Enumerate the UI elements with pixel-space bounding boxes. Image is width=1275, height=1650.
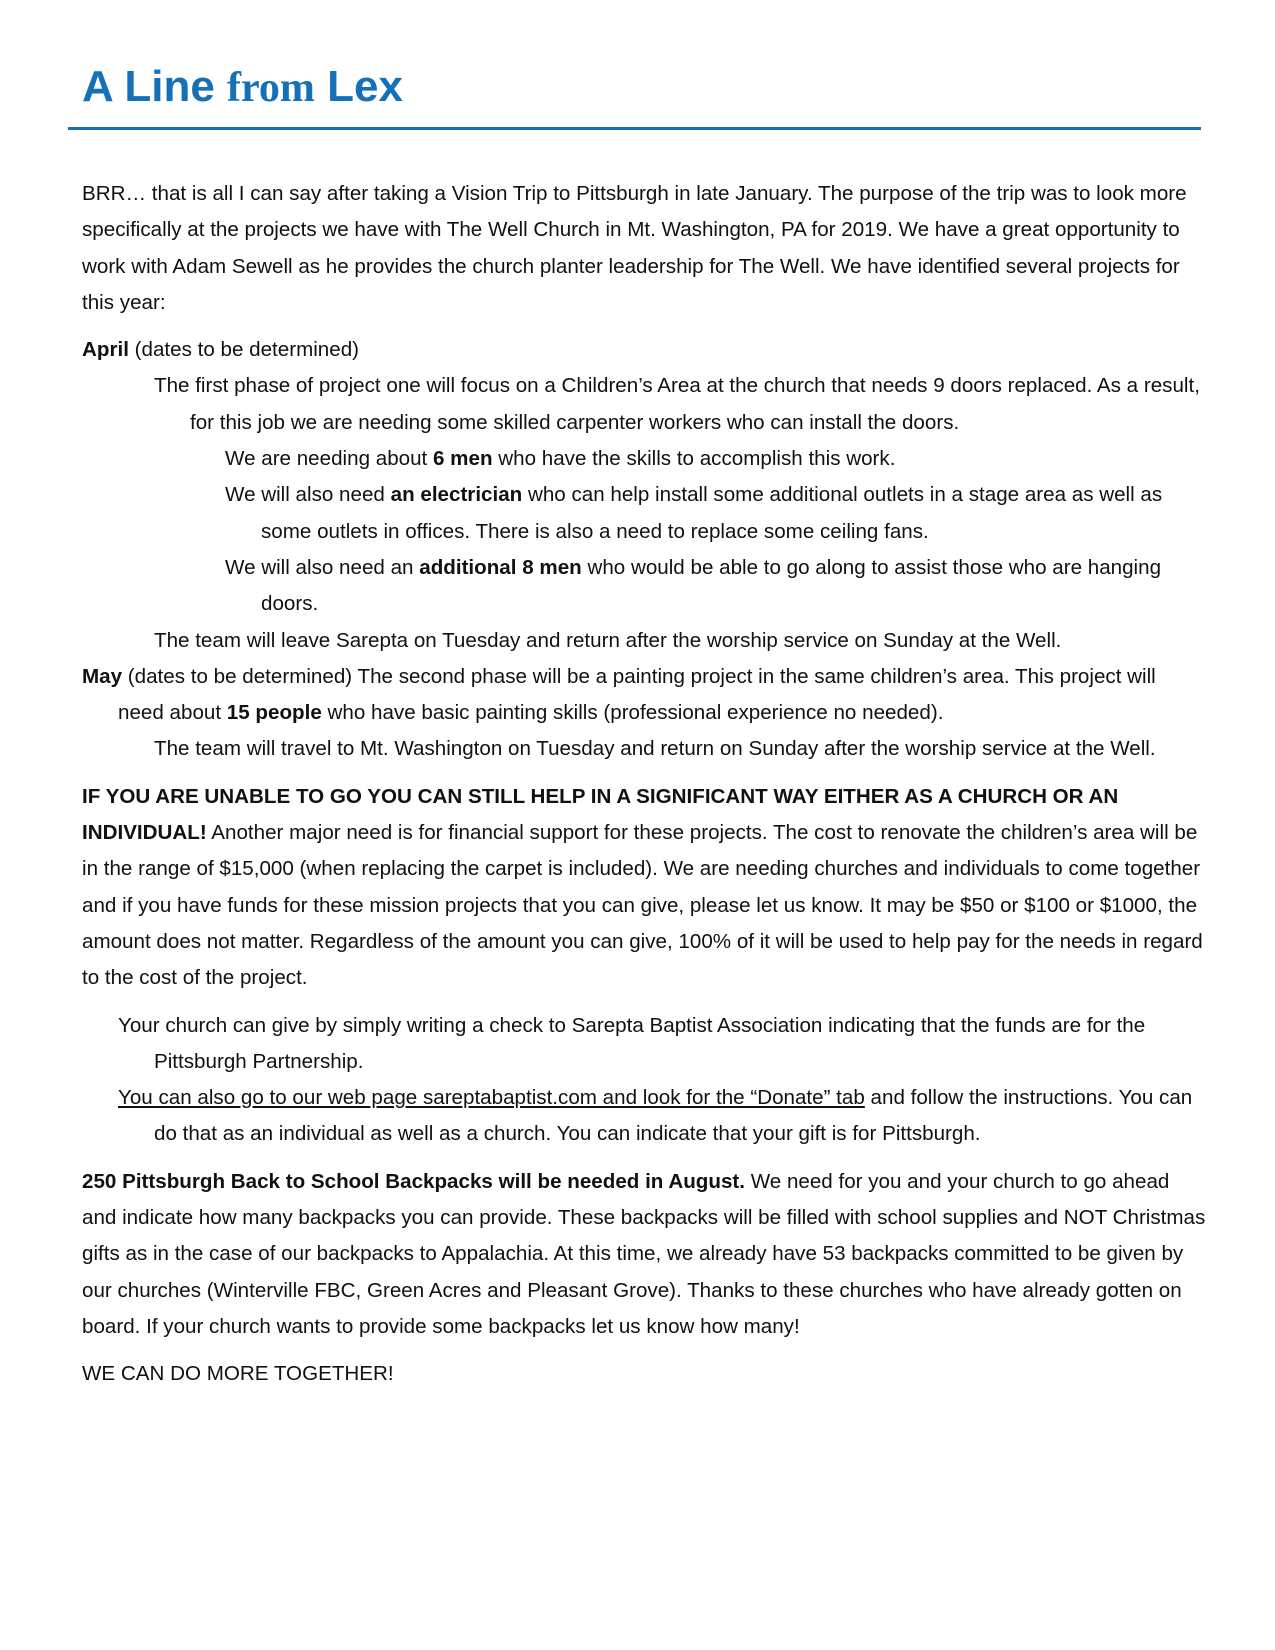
donate-web-link[interactable]: You can also go to our web page sareptabaptist.com and look for the “Donate” tab — [118, 1086, 865, 1110]
help-paragraph — [82, 779, 1207, 997]
spacer — [82, 997, 1207, 1008]
may-label: May — [82, 664, 123, 688]
title-divider — [68, 127, 1201, 130]
may-paragraph — [82, 659, 1207, 732]
backpacks-text: We need for you and your church to go ahead and indicate how many backpacks you can provide. These backpacks will be filled with school supplies and NOT Christmas gifts as in the case of our backpacks to Appalachia. At this time, we already have 53 backpacks committed to be given by our churches (Winterville FBC, Green Acres and Pleasant Grove). Thanks to these churches who have already gotten on board. If your church wants to provide some backpacks let us know how many! — [82, 1169, 1206, 1338]
april-team-line: The team will leave Sarepta on Tuesday and return after the worship service on Sunday at the Well. — [154, 628, 1062, 652]
april-elec-pre: We will also need — [225, 483, 391, 507]
may-text-post: who have basic painting skills (professional experience no needed). — [321, 701, 944, 725]
backpacks-callout: 250 Pittsburgh Back to School Backpacks will be needed in August. — [82, 1169, 745, 1193]
april-phase1-paragraph: The first phase of project one will focus on a Children’s Area at the church that needs 9 doors replaced. As a result, for this job we are needing some skilled carpenter workers who can install the doors. — [154, 374, 1200, 434]
may-team-paragraph: The team will travel to Mt. Washington on Tuesday and return on Sunday after the worship service at the Well. — [154, 737, 1156, 761]
april-label: April — [82, 338, 129, 362]
april-add-pre: We will also need an — [225, 555, 420, 579]
may-text-pre: (dates to be determined) The second phase will be a painting project in the same children’s area. This project will need about — [118, 664, 1156, 725]
help-callout: IF YOU ARE UNABLE TO GO YOU CAN STILL HELP IN A SIGNIFICANT WAY EITHER AS A CHURCH OR AN INDIVIDUAL! — [82, 784, 1119, 845]
april-elec-post: who can help install some additional outlets in a stage area as well as some outlets in offices. There is also a need to replace some ceiling fans. — [261, 483, 1163, 543]
title-part-from: from — [227, 65, 315, 111]
spacer — [82, 1345, 1207, 1356]
spacer — [82, 768, 1207, 779]
closing-line: WE CAN DO MORE TOGETHER! — [82, 1362, 394, 1386]
title-part-lex: Lex — [314, 62, 403, 111]
intro-paragraph: BRR… that is all I can say after taking a Vision Trip to Pittsburgh in late January. The purpose of the trip was to look more specifically at the projects we have with The Well Church in Mt. Washington, PA for 2019. We have a great opportunity to work with Adam Sewell as he provides the church planter leadership for The Well. We have identified several projects for this year: — [82, 182, 1187, 314]
april-men-pre: We are needing about — [225, 447, 433, 471]
april-add-post: who would be able to go along to assist those who are hanging doors. — [261, 555, 1162, 616]
april-electrician-paragraph — [82, 477, 1207, 550]
may-people-count: 15 people — [226, 701, 322, 725]
spacer — [82, 1153, 1207, 1164]
april-men-post: who have the skills to accomplish this work. — [492, 447, 896, 471]
april-additional-men-paragraph — [82, 550, 1207, 623]
give-web-post: and follow the instructions. You can do that as an individual as well as a church. You can indicate that your gift is for Pittsburgh. — [154, 1086, 1193, 1146]
april-men-count: 6 men — [433, 447, 493, 471]
title-part-a-line: A Line — [82, 62, 228, 111]
april-heading — [82, 332, 1207, 368]
april-elec-bold: an electrician — [390, 483, 523, 507]
page-title — [82, 62, 403, 112]
backpacks-paragraph — [82, 1164, 1207, 1345]
give-check-paragraph: Your church can give by simply writing a check to Sarepta Baptist Association indicating that the funds are for the Pittsburgh Partnership. — [118, 1013, 1146, 1073]
help-text: Another major need is for financial support for these projects. The cost to renovate the children’s area will be in the range of $15,000 (when replacing the carpet is included). We are needing churches and individuals to come together and if you have funds for these mission projects that you can give, please let us know. It may be $50 or $100 or $1000, the amount does not matter. Regardless of the amount you can give, 100% of it will be used to help pay for the needs in regard to the cost of the project. — [82, 821, 1203, 990]
article-body — [82, 176, 1207, 1393]
spacer — [82, 321, 1207, 332]
april-men-line — [82, 441, 1207, 477]
april-add-bold: additional 8 men — [419, 555, 582, 579]
give-web-paragraph — [82, 1080, 1207, 1153]
april-dates: (dates to be determined) — [128, 338, 360, 362]
